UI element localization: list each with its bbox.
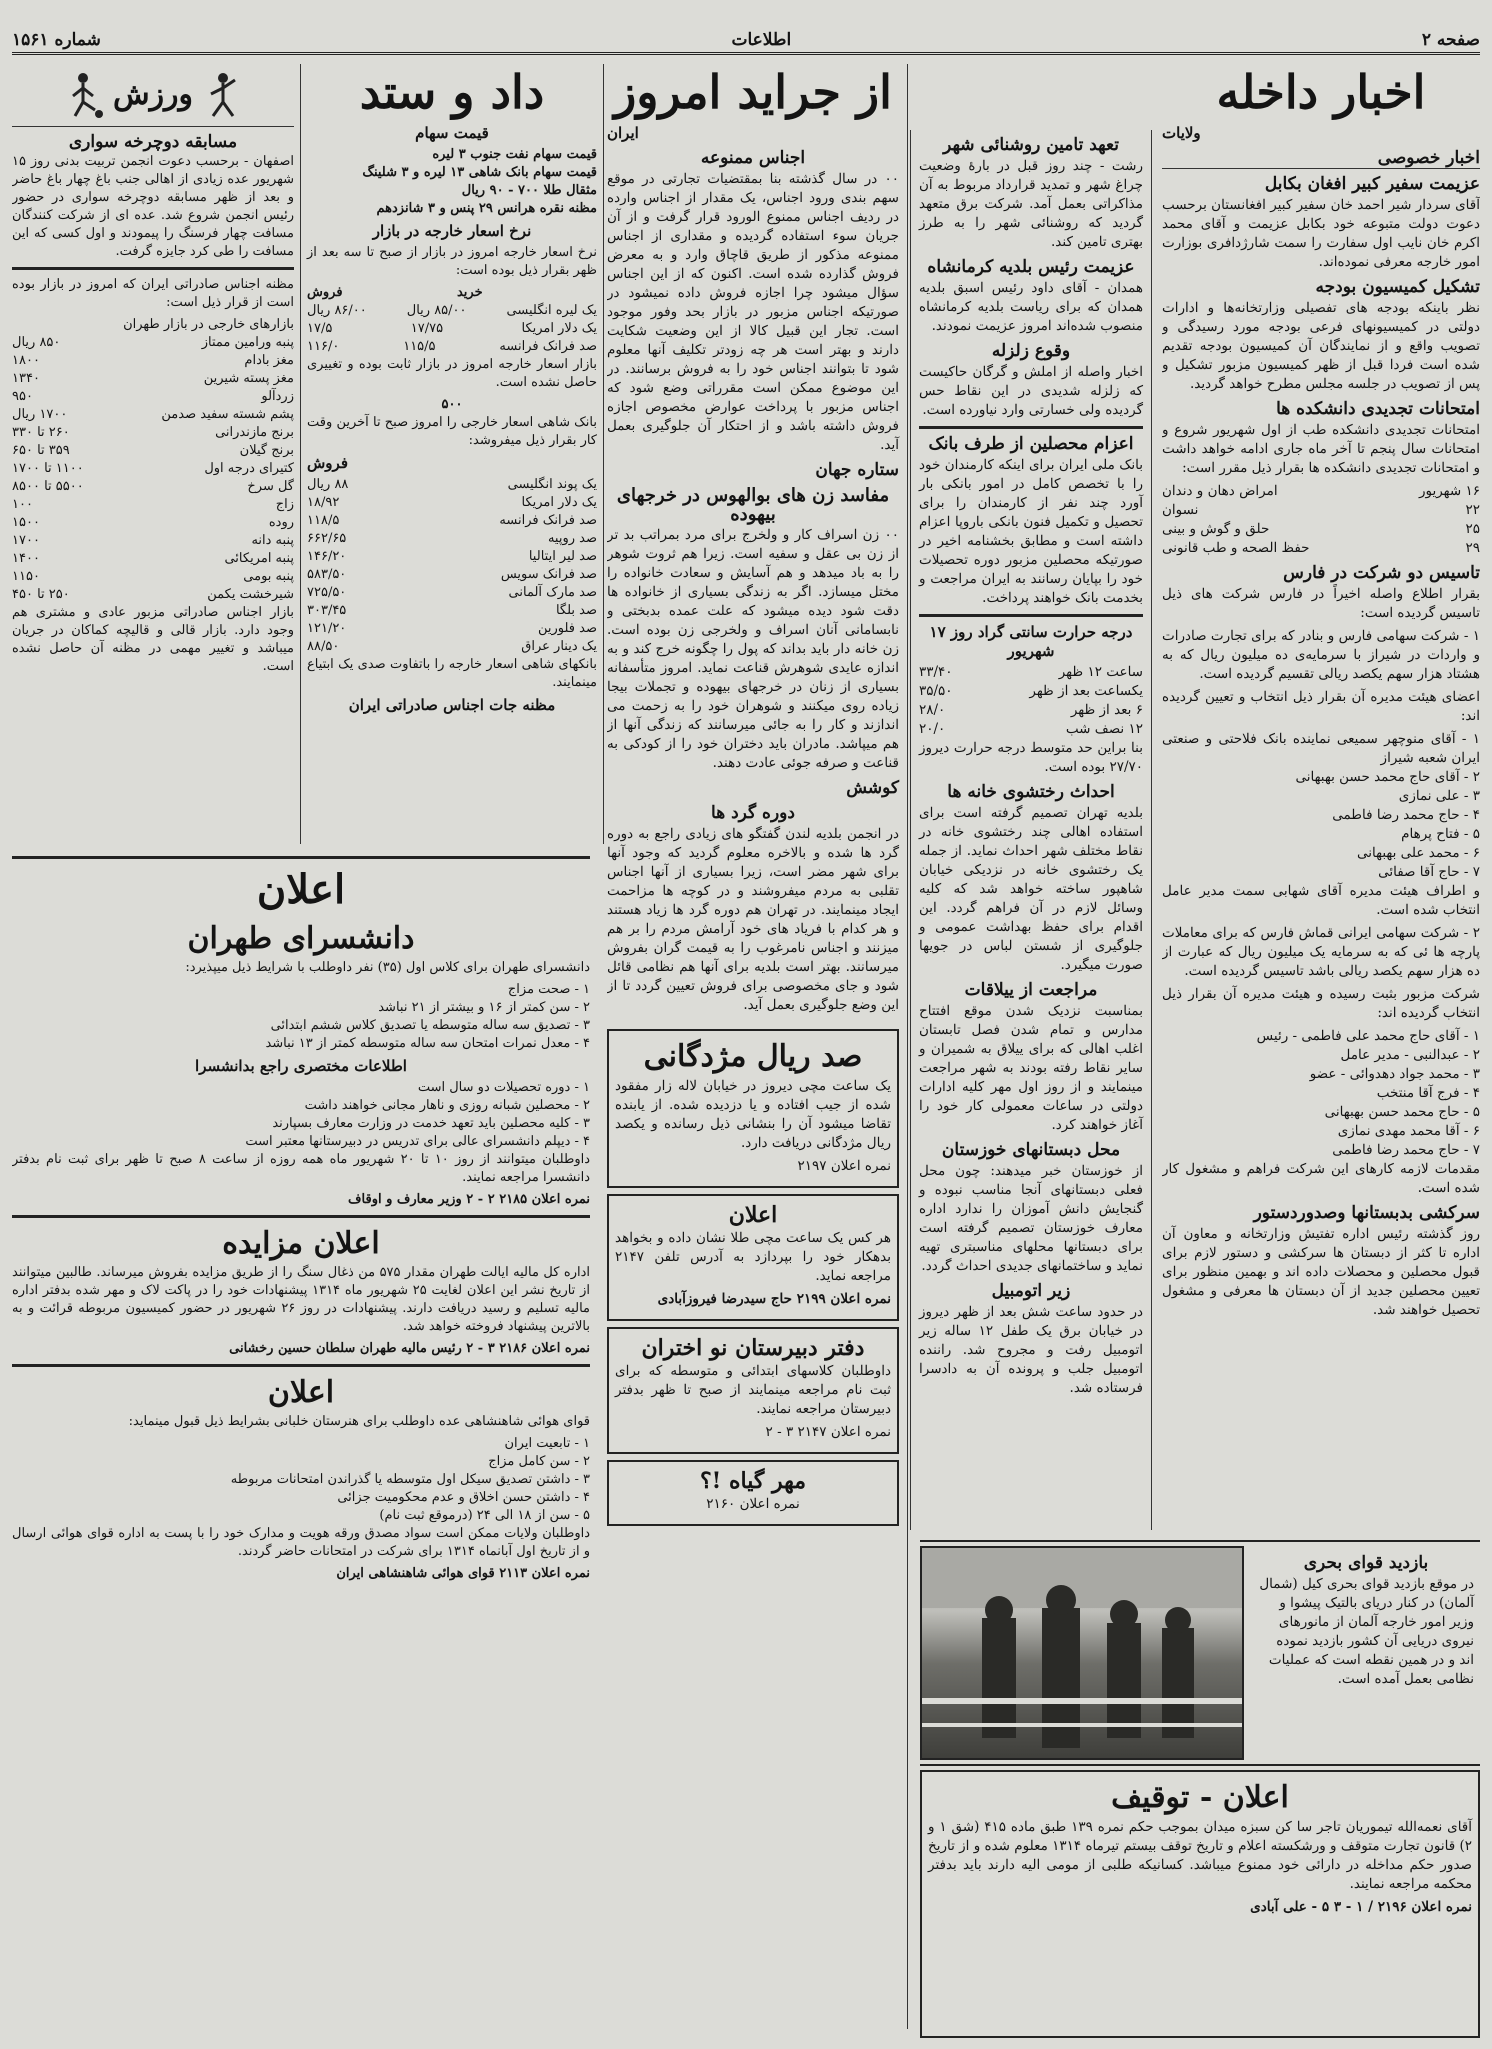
column-press-review bbox=[607, 64, 908, 2029]
list-item: ۷ - حاج محمد رضا فاطمی bbox=[1332, 1142, 1480, 1158]
list-item: ۱ - دوره تحصیلات دو سال است bbox=[417, 1080, 590, 1095]
article-text: شرکت مزبور بثبت رسیده و هیئت مدیره آن بقرار ذیل انتخاب گردیده اند: bbox=[1162, 986, 1480, 1021]
ad-footer: نمره اعلان ۲۱۸۶ ۳ - ۲ رئیس مالیه طهران سلطان حسین رخشانی bbox=[229, 1341, 590, 1356]
list-item: ۲ - عبدالنبی - مدیر عامل bbox=[1340, 1047, 1480, 1063]
subheading: مظنه جات اجناس صادراتی ایران bbox=[348, 696, 556, 714]
reward-title: صد ریال مژدگانی bbox=[643, 1039, 863, 1074]
ad-text: داوطلبان ولایات ممکن است سواد مصدق ورقه هویت و مدارک خود را با پست به اداره قوای هوائی ارسال و از تاریخ اول آبانماه ۱۳۱۴ برای شرکت در امتحانات حاضر گردند. bbox=[12, 1526, 590, 1559]
list-item: ۴ - فرج آقا منتخب bbox=[1376, 1085, 1480, 1101]
school-title: دفتر دبیرستان نو اختران bbox=[641, 1335, 865, 1361]
naval-inspection-photo bbox=[920, 1546, 1244, 1760]
article-text: مظنه اجناس صادراتی ایران که امروز در بازار بوده است از قرار ذیل است: bbox=[12, 277, 294, 310]
mehr-title: مهر گیاه !؟ bbox=[699, 1468, 807, 1494]
article-text: در حدود ساعت شش بعد از ظهر دیروز در خیابان برق یک طفل ۱۲ ساله زیر اتومبیل رفت و مجروح شد. راننده اتومبیل جلب و پرونده آن به دادسرا فرستاده شد. bbox=[919, 1304, 1143, 1396]
ad-title: اعلان bbox=[267, 1375, 335, 1410]
list-item: ۱ - صحت مزاج bbox=[507, 982, 590, 997]
headline: وقوع زلزله bbox=[991, 341, 1071, 361]
masthead bbox=[12, 28, 1480, 55]
football-player-icon bbox=[63, 70, 103, 120]
rate-row: یک دینار عراق ۸۸/۵۰ bbox=[307, 639, 597, 654]
article-text: و اطراف هیئت مدیره آقای شهابی سمت مدیر عامل انتخاب شده است. bbox=[1162, 883, 1480, 918]
temp-row: یکساعت بعد از ظهر ۳۵/۵۰ bbox=[919, 683, 1143, 699]
article-text: بانک ملی ایران برای اینکه کارمندان خود را با تخصص کامل در امور بانکی بار آورد چند نفر از کارمندان را برای تحصیل و تکمیل فنون بانکی باروپا اعزام داشته است و مطابق بخشنامه اخیر در صورتیکه محصلین مزبور دوره تحصیلات خود را بپایان رسانند به ایران مراجعت و بخدمت بانک خواهند پرداخت. bbox=[919, 457, 1143, 606]
headline: مفاسد زن های بوالهوس در خرجهای بیهوده bbox=[616, 485, 890, 525]
headline: محل دبستانهای خوزستان bbox=[941, 1140, 1121, 1160]
article-text: بازار اسعار خارجه امروز در بازار ثابت بوده و تغییری حاصل نشده است. bbox=[307, 357, 597, 390]
list-item: ۴ - معدل نمرات امتحان سه ساله متوسطه کمتر از ۱۳ نباشد bbox=[265, 1036, 590, 1051]
paper-title: اطلاعات bbox=[731, 30, 792, 50]
rate-row: صد فرانک سویس ۵۸۳/۵۰ bbox=[307, 567, 597, 582]
article-text: بانک شاهی اسعار خارجی را امروز صبح تا آخرین وقت کار بقرار ذیل میفروشد: bbox=[307, 415, 597, 448]
goods-row: زاج ۱۰۰ bbox=[12, 497, 294, 512]
bank-rates bbox=[307, 476, 597, 656]
headline: درجه حرارت سانتی گراد روز ۱۷ شهریور bbox=[929, 623, 1133, 660]
exam-table bbox=[1162, 482, 1480, 558]
photo-title: بازدید قوای بحری bbox=[1303, 1553, 1429, 1573]
sport-title: ورزش bbox=[112, 77, 194, 112]
ad-footer: نمره اعلان ۲۱۹۹ حاج سیدرضا فیروزآبادی bbox=[657, 1291, 891, 1307]
list-item: ۵ - فتاح پرهام bbox=[1401, 826, 1480, 842]
subheading: قیمت سهام bbox=[415, 124, 489, 142]
goods-row: روده ۱۵۰۰ bbox=[12, 515, 294, 530]
goods-row: پنبه ورامین ممتاز ۸۵۰ ریال bbox=[12, 335, 294, 350]
temp-row: ساعت ۱۲ ظهر ۳۳/۴۰ bbox=[919, 664, 1143, 680]
subheading: نرخ اسعار خارجه در بازار bbox=[372, 222, 532, 240]
article-text: بانکهای شاهی اسعار خارجه را باتفاوت صدی یک ابتیاع مینمایند. bbox=[307, 657, 597, 690]
ads-left bbox=[12, 850, 590, 2035]
reward-ad bbox=[607, 1029, 899, 1188]
rate-row: یک لیره انگلیسی ۸۵/۰۰ ریال ۸۶/۰۰ ریال bbox=[307, 303, 597, 318]
section-title: اخبار داخله bbox=[1216, 65, 1426, 119]
share-prices bbox=[307, 146, 597, 218]
page-number: صفحه ۲ bbox=[1421, 30, 1480, 50]
school-text: داوطلبان کلاسهای ابتدائی و متوسطه که برای ثبت نام مراجعه مینمایند از صبح تا ظهر بدفتر دبیرستان مراجعه نمایند. bbox=[615, 1363, 891, 1417]
list-item: ۴ - دیپلم دانشسرای عالی برای تدریس در دبیرستانها معتبر است bbox=[245, 1134, 590, 1149]
article-text: رشت - چند روز قبل در بارۀ وضعیت چراغ شهر و تمدید قرارداد مربوط به آن مذاکراتی بعمل آمد. شرکت برق متعهد گردید که روشنائی شهر را به طرز بهتری تامین کند. bbox=[919, 158, 1143, 250]
subheading: فروش bbox=[307, 454, 349, 472]
watch-ad bbox=[607, 1194, 899, 1321]
list-item: ۱ - آقای حاج محمد علی فاطمی - رئیس bbox=[1256, 1028, 1480, 1044]
ad-title: اعلان bbox=[256, 866, 346, 913]
rate-row: صد فرانک فرانسه ۱۱۸/۵ bbox=[307, 513, 597, 528]
notice-footer: نمره اعلان ۲۱۹۶ / ۱ - ۳ ۵ - علی آبادی bbox=[1250, 1899, 1472, 1915]
headline: اعزام محصلین از طرف بانک bbox=[928, 434, 1134, 454]
list-item: ۶ - آقا محمد مهدی نمازی bbox=[1337, 1123, 1480, 1139]
headline: مراجعت از ییلاقات bbox=[964, 980, 1098, 1000]
sport-banner bbox=[12, 64, 294, 127]
list-item: مظنه نقره هرانس ۲۹ پنس و ۳ شانزدهم bbox=[376, 201, 597, 216]
ad-text: دانشسرای طهران برای کلاس اول (۳۵) نفر داوطلب با شرایط ذیل میپذیرد: bbox=[185, 960, 590, 975]
article-text: نرخ اسعار خارجه امروز در بازار از صبح تا سه بعد از ظهر بقرار ذیل بوده است: bbox=[307, 245, 597, 278]
reward-text: یک ساعت مچی دیروز در خیابان لاله زار مفقود شده از جیب افتاده و یا دزدیده شده. از یابنده تقاضا میشود آن را بنشانی ذیل رسانده و یکصد ریال مژدگانی دریافت دارد. bbox=[615, 1078, 891, 1151]
exam-row: ۲۹ حفظ الصحه و طب قانونی bbox=[1162, 540, 1480, 556]
notice-title: اعلان - توقیف bbox=[1111, 1780, 1289, 1815]
exam-row: ۲۲ نسوان bbox=[1162, 502, 1480, 518]
list-item: ۳ - تصدیق سه ساله متوسطه یا تصدیق کلاس ششم ابتدائی bbox=[270, 1018, 590, 1033]
list-item: قیمت سهام نفت جنوب ۳ لیره bbox=[432, 147, 597, 162]
exam-row: ۲۵ حلق و گوش و بینی bbox=[1162, 521, 1480, 537]
list-item: ۳ - علی نمازی bbox=[1398, 788, 1480, 804]
ad-title: اعلان bbox=[728, 1202, 778, 1228]
section-subtitle: ایران bbox=[607, 124, 639, 142]
rate-row: یک دلار امریکا ۱۷/۷۵ ۱۷/۵ bbox=[307, 321, 597, 336]
headline: زیر اتومبیل bbox=[991, 1281, 1071, 1301]
list-item: ۴ - داشتن حسن اخلاق و عدم محکومیت جزائی bbox=[337, 1490, 590, 1505]
article-text: امتحانات تجدیدی دانشکده طب از اول شهریور شروع و امتحانات سال پنجم تا آخر ماه جاری ادامه خواهد داشت و امتحانات تجدیدی دانشکده ها بقرار ذیل مقرر است: bbox=[1162, 422, 1480, 476]
article-text: در انجمن بلدیه لندن گفتگو های زیادی راجع به دوره گرد ها شده و بالاخره معلوم گردید که وجود آنها برای شهر مضر است، زیرا بسیاری از آنها اجناس تقلبی به مردم میفروشند و در کوچه ها مزاحمت ایجاد مینمایند. در تهران هم دوره گرد ها زیاد هستند و هر کدام با فریاد های خود آرامش مردم را بر هم میزنند و اجناس نامرغوب را به قیمت گران بفروش میرسانند. بهتر است بلدیه برای آنها هم نظامی قائل شود و جای مخصوصی برای فروش تعیین گردد تا از این وضع جلوگیری بعمل آید. bbox=[607, 826, 899, 1013]
temperature-table bbox=[919, 663, 1143, 739]
article-text: بلدیه تهران تصمیم گرفته است برای استفاده اهالی چند رختشوی خانه در نقاط مختلف شهر احداث نماید. از جمله یک رختشوی خانه در نزدیکی خیابان شاهپور ساخته خواهد شد که کلیه وسائل لازم در آن فراهم گردد. این اقدام برای حفظ بهداشت عمومی و جلوگیری از شستن لباس در جویها صورت میگیرد. bbox=[919, 805, 1143, 973]
article-text: همدان - آقای داود رئیس اسبق بلدیه همدان که برای ریاست بلدیه کرمانشاه منصوب شده‌اند امروز عزیمت نمودند. bbox=[919, 280, 1143, 334]
goods-row: مغز پسته شیرین ۱۳۴۰ bbox=[12, 371, 294, 386]
goods-row: برنج گیلان ۳۵۹ تا ۶۵۰ bbox=[12, 443, 294, 458]
ad-text: اداره کل مالیه ایالت طهران مقدار ۵۷۵ من ذغال سنگ را از طریق مزایده بفروش میرساند. طالبین میتوانند از تاریخ نشر این اعلان لغایت ۲۵ شهریور ماه ۱۳۱۴ پیشنهادات خود را در پاکت لاک و مهر شده بدفتر اداره مالیه تسلیم و رسید دریافت دارند. پیشنهادات در روز ۲۶ شهریور در حضور کمیسیون مربوطه قرائت و به بالاترین پیشنهاد فروخته خواهد شد. bbox=[12, 1265, 590, 1334]
goods-row: مغز بادام ۱۸۰۰ bbox=[12, 353, 294, 368]
article-text: ۲ - شرکت سهامی ایرانی قماش فارس که برای معاملات پارچه ها ئی که به سرمایه یک میلیون ریال که عبارت از ده هزار سهم یکصد ریالی باشد تاسیس گردیده است. bbox=[1162, 925, 1480, 979]
article-text: نظر باینکه بودجه های تفصیلی وزارتخانه‌ها و ادارات دولتی در کمیسیونهای فرعی بودجه مورد رسیدگی و تصویب واقع و از نمایندگان آن کمیسیون بودجه تقدیم شده است فردا قبل از ظهر کمیسیون مزبور تشکیل و پس از تصویب در جلسه مجلس مطرح خواهد گردید. bbox=[1162, 300, 1480, 392]
headline: تعهد تامین روشنائی شهر bbox=[943, 135, 1119, 155]
article-text: بازار اجناس صادراتی مزبور عادی و مشتری هم وجود دارد. بازار قالی و قالیچه کماکان در جریان میباشد و تغییر مهمی در مظنه آن حاصل نشده است. bbox=[12, 605, 294, 674]
ad-footer: نمره اعلان ۲۱۸۵ ۲ - ۲ وزیر معارف و اوقاف bbox=[348, 1192, 590, 1207]
info-list bbox=[12, 1079, 590, 1151]
headline: عزیمت رئیس بلدیه کرمانشاه bbox=[927, 257, 1135, 277]
list-item: ۵ - سن از ۱۸ الی ۲۴ (درموقع ثبت نام) bbox=[379, 1508, 590, 1523]
rate-row: صد روپیه ۶۶۲/۶۵ bbox=[307, 531, 597, 546]
photo-caption: در موقع بازدید قوای بحری کیل (شمال آلمان) در کنار دریای بالتیک پیشوا و وزیر امور خارجه آلمان از مانورهای نیروی دریایی آن کشور بازدید نموده اند و در همین نقطه است که عملیات نظامی بعمل آمده است. bbox=[1259, 1576, 1474, 1687]
article-text: آقای سردار شیر احمد خان سفیر کبیر افغانستان برحسب دعوت دولت متبوعه خود بکابل عزیمت و آقای محمد اکرم خان نایب اول سفارت را سمت شارژدافری بوزارت امور خارجه معرفی نموده‌اند. bbox=[1162, 197, 1480, 270]
ad-text: هر کس یک ساعت مچی طلا نشان داده و بخواهد بدهکار خود را بپردازد به آدرس تلفن ۲۱۴۷ مراجعه نماید. bbox=[615, 1230, 891, 1284]
list-item: ۲ - آقای حاج محمد حسن بهبهانی bbox=[1295, 769, 1480, 785]
headline: امتحانات تجدیدی دانشکده ها bbox=[1276, 399, 1480, 419]
headline: مسابقه دوچرخه سواری bbox=[68, 132, 238, 152]
column-trade: داد و ستد قیمت سهام قیمت سهام نفت جنوب ۳ لیره قیمت سهام بانک شاهی ۱۳ لیره و ۳ شلینگ مثقال طلا ۷۰۰ - ۹۰ ریال مظنه نقره هرانس ۲۹ پنس و ۳ شانزدهم نرخ اسعار خارجه در بازار نرخ اسعار خارجه امروز در بازار از صبح تا سه بعد از ظهر بقرار ذیل بوده است: خرید فروش یک لیره انگلیسی ۸۵/۰۰ ریال ۸۶/۰۰ ریال یک دلار امریکا ۱۷/۷۵ ۱۷/۵ صد فرانک فرانسه ۱۱۵/۵ ۱۱۶/۰ بازار اسعار خارجه امروز در بازار ثابت بوده و تغییری حاصل نشده است. ۵۰۰ بانک شاهی اسعار خارجی را امروز صبح تا آخرین وقت کار بقرار ذیل میفروشد: فروش یک پوند انگلیسی ۸۸ ریال یک دلار امریکا ۱۸/۹۲ صد فرانک فرانسه ۱۱۸/۵ صد روپیه ۶۶۲/۶۵ صد لیر ایتالیا ۱۴۶/۲۰ صد فرانک سویس ۵۸۳/۵۰ صد مارک آلمانی ۷۲۵/۵۰ صد بلگا ۳۰۳/۴۵ صد فلورین ۱۲۱/۲۰ یک دینار عراق ۸۸/۵۰ بانکهای شاهی اسعار خارجه را باتفاوت صدی یک ابتیاع مینمایند. مظنه جات اجناس صادراتی ایران bbox=[300, 64, 604, 844]
rate-row: صد لیر ایتالیا ۱۴۶/۲۰ bbox=[307, 549, 597, 564]
notice-text: آقای نعمه‌الله تیموریان تاجر سا کن سبزه میدان بموجب حکم نمره ۱۳۹ طبق ماده ۴۱۵ (شق ۱ و ۲) قانون تجارت متوقف و ورشکسته اعلام و تاریخ توقف بیستم تیرماه ۱۳۱۴ معلوم شده و از تاریخ صدور حکم مداخله در دارائی خود ممنوع میباشد. کسانیکه طلبی از مومی الیه دارند باید بدفتر محکمه مراجعه نمایند. bbox=[928, 1819, 1473, 1892]
section-title: داد و ستد bbox=[359, 65, 545, 119]
rate-row: صد فلورین ۱۲۱/۲۰ bbox=[307, 621, 597, 636]
goods-row: پنبه بومی ۱۱۵۰ bbox=[12, 569, 294, 584]
list-item: ۲ - محصلین شبانه روزی و ناهار مجانی خواهند داشت bbox=[304, 1098, 590, 1113]
reward-footer: نمره اعلان ۲۱۹۷ bbox=[797, 1158, 891, 1174]
goods-row: گل سرخ ۵۵۰۰ تا ۸۵۰۰ bbox=[12, 479, 294, 494]
rate-row: یک دلار امریکا ۱۸/۹۲ bbox=[307, 495, 597, 510]
headline: اجناس ممنوعه bbox=[700, 148, 806, 168]
source-label: ستاره جهان bbox=[815, 460, 899, 480]
list-item: ۱ - تابعیت ایران bbox=[504, 1436, 590, 1451]
list-item: ۴ - حاج محمد رضا فاطمی bbox=[1332, 807, 1480, 823]
rate-row: صد بلگا ۳۰۳/۴۵ bbox=[307, 603, 597, 618]
article-text: ۰۰ زن اسراف کار و ولخرج برای مرد بمراتب بد تر از زن بی عقل و سفیه است. زیرا هم ثروت شوهر را به باد میدهد و هم آسایش و سعادت خانواده را مختل میسازد. اگر به زندگی بسیاری از خانواده ها دقت شود دیده میشود که علت عمده بدبختی و نابسامانی آنان اسراف و ولخرجی زن بوده است. زن خانه دار باید بداند که پول را چگونه خرج کند و به اندازه عایدی شوهرش قناعت نماید. امروز متأسفانه بسیاری از زنان در خرجهای بیهوده و تجملات بیجا زیاده روی میکنند و شوهران خود را به زحمت می اندازند و کار را به جائی میرسانند که زندگی آنها از هم میپاشد. مادران باید دختران خود را از کودکی به قناعت و صرفه جوئی عادت دهند. bbox=[607, 527, 899, 771]
photo-feature bbox=[920, 1540, 1480, 1766]
article-text: بمناسبت نزدیک شدن موقع افتتاح مدارس و تمام شدن فصل تابستان اغلب اهالی که برای ییلاق به شمیران و سایر نقاط رفته بودند به شهر مراجعت مینمایند و از روز اول مهر کلیه ادارات دولتی در ساعات معمولی کار خود را آغاز خواهند کرد. bbox=[919, 1003, 1143, 1133]
goods-row: شیرخشت یکمن ۲۵۰ تا ۴۵۰ bbox=[12, 587, 294, 602]
ad-title: اعلان مزایده bbox=[222, 1226, 380, 1261]
article-text: بقرار اطلاع واصله اخیراً در فارس شرکت های ذیل تاسیس گردیده است: bbox=[1162, 586, 1480, 621]
headline: دوره گرد ها bbox=[711, 803, 795, 823]
article-text: مقدمات لازمه کارهای این شرکت فراهم و مشغول کار شده است. bbox=[1162, 1161, 1480, 1196]
headline: تاسیس دو شرکت در فارس bbox=[1283, 563, 1480, 583]
article-text: روز گذشته رئیس اداره تفتیش وزارتخانه و معاون آن اداره تا کثر از دبستان ها سرکشی و دستور لازم برای قبول محصلین و محصلات داده اند و بهمین منظور برای تعیین محصلین جدید از آن دبستان ها معرفی و مشغول تحصیل خواهند شد. bbox=[1162, 1226, 1480, 1318]
column-provinces bbox=[910, 130, 1152, 1530]
rate-row: یک پوند انگلیسی ۸۸ ریال bbox=[307, 477, 597, 492]
rates-header: خرید فروش bbox=[307, 285, 483, 300]
goods-row: پنبه دانه ۱۷۰۰ bbox=[12, 533, 294, 548]
goods-row: کتیرای درجه اول ۱۱۰۰ تا ۱۷۰۰ bbox=[12, 461, 294, 476]
mehr-footer: نمره اعلان ۲۱۶۰ bbox=[706, 1496, 800, 1512]
list-item: ۶ - محمد علی بهبهانی bbox=[1356, 845, 1480, 861]
headline: سرکشی بدبستانها وصدوردستور bbox=[1253, 1203, 1480, 1223]
photo-text bbox=[1252, 1542, 1480, 1764]
list-item: قیمت سهام بانک شاهی ۱۳ لیره و ۳ شلینگ bbox=[362, 165, 597, 180]
list-item: ۳ - داشتن تصدیق سیکل اول متوسطه یا گذراندن امتحانات مربوطه bbox=[230, 1472, 590, 1487]
article-text: بنا براین حد متوسط درجه حرارت دیروز ۲۷/۷۰ بوده است. bbox=[919, 740, 1143, 775]
temp-row: ۱۲ نصف شب ۲۰/۰ bbox=[919, 721, 1143, 737]
headline: عزیمت سفیر کبیر افغان بکابل bbox=[1264, 174, 1480, 194]
headline: تشکیل کمیسیون بودجه bbox=[1315, 277, 1480, 297]
article-text: ۰۰ در سال گذشته بنا بمقتضیات تجارتی در موقع سهم بندی ورود اجناس، یک مقدار از اجناس وارده در ردیف اجناس ممنوع الورود قرار گرفت و از آن جریان سوء استفاده گردیده و مقداری از اجناس ممنوعه مذکور از طریق قاچاق وارد و به معرض فروش گذارده شده است. اکنون که از این اجناس سؤال میشود چرا اجازه فروش داده نمیشود در صورتیکه اجناس مزبور در بازار بحد وفور موجود است. تجار این قبیل کالا از این وضعیت شکایت دارند و بهتر است هر چه زودتر تکلیف آنها معلوم شود تا بتوانند اجناس خود را به فروش برسانند. در این موضوع ممکن است مقرراتی وضع شود که اجناس مزبور با پرداخت عوارض مخصوص اجازه فروش داشته باشد و از احتکار آن جلوگیری بعمل آید. bbox=[607, 171, 899, 453]
article-text: ۱ - شرکت سهامی فارس و بنادر که برای تجارت صادرات و واردات در شیراز با سرمایه‌ی ده میلیون ریال که به هشتاد هزار سهم یکصد ریالی تقسیم گردیده است. bbox=[1162, 628, 1480, 682]
school-ad bbox=[607, 1327, 899, 1454]
section-title: از جراید امروز bbox=[614, 65, 892, 119]
goods-row: پنبه امریکائی ۱۴۰۰ bbox=[12, 551, 294, 566]
issue-number: شماره ۱۵۶۱ bbox=[12, 30, 101, 50]
rate-row: صد فرانک فرانسه ۱۱۵/۵ ۱۱۶/۰ bbox=[307, 339, 597, 354]
article-text: اصفهان - برحسب دعوت انجمن تربیت بدنی روز ۱۵ شهریور عده زیادی از اهالی جنب باغ چهار باغ حاضر و بعد از ظهر مسابقه دوچرخه سواری در حضور رئیس انجمن شروع شد. عده ای از شرکت کنندگان مسافت چهار فرسنگ را پیمودند و اول کسی که این مسافت را طی کرد جایزه گرفت. bbox=[12, 154, 294, 259]
requirements-list bbox=[12, 1435, 590, 1525]
headline: احداث رختشوی خانه ها bbox=[947, 782, 1115, 802]
temp-row: ۶ بعد از ظهر ۲۸/۰ bbox=[919, 702, 1143, 718]
article-text: اعضای هیئت مدیره آن بقرار ذیل انتخاب و تعیین گردیده اند: bbox=[1162, 689, 1480, 724]
board-members-list bbox=[1162, 730, 1480, 882]
list-item: مثقال طلا ۷۰۰ - ۹۰ ریال bbox=[461, 183, 597, 198]
list-item: ۲ - سن کمتر از ۱۶ و بیشتر از ۲۱ نباشد bbox=[378, 1000, 590, 1015]
list-item: ۳ - کلیه محصلین باید تعهد خدمت در وزارت معارف بسپارند bbox=[272, 1116, 590, 1131]
school-footer: نمره اعلان ۲۱۴۷ ۳ - ۲ bbox=[765, 1424, 891, 1440]
seizure-notice bbox=[920, 1770, 1480, 2038]
requirements-list bbox=[12, 981, 590, 1053]
ad-footer: نمره اعلان ۲۱۱۳ قوای هوائی شاهنشاهی ایران bbox=[336, 1566, 590, 1581]
goods-table bbox=[12, 316, 294, 604]
rate-row: صد مارک آلمانی ۷۲۵/۵۰ bbox=[307, 585, 597, 600]
board-members-list bbox=[1162, 1027, 1480, 1160]
list-item: ۵ - حاج محمد حسن بهبهانی bbox=[1324, 1104, 1480, 1120]
mehr-giah-ad bbox=[607, 1460, 899, 1526]
exam-row: ۱۶ شهریور امراض دهان و دندان bbox=[1162, 483, 1480, 499]
subheading: اطلاعات مختصری راجع بدانشسرا bbox=[195, 1057, 407, 1075]
article-text: از خوزستان خبر میدهند: چون محل فعلی دبستانهای آنجا مناسب نبوده و گنجایش دانش آموزان را ندارد اداره معارف خوزستان تصمیم گرفته است برای دبستانها محلهای مناسبتری تهیه نماید و ساختمانهای جدیدی احداث گردد. bbox=[919, 1163, 1143, 1274]
list-item: ۱ - آقای منوچهر سمیعی نماینده بانک فلاحتی و صنعتی ایران شعبه شیراز bbox=[1162, 731, 1480, 766]
list-item: ۳ - محمد جواد دهدوائی - عضو bbox=[1309, 1066, 1480, 1082]
article-text: اخبار واصله از املش و گرگان حاکیست که زلزله شدیدی در این نقاط حس گردیده ولی خسارتی وارد نیاورده است. bbox=[919, 364, 1143, 418]
ad-text: قوای هوائی شاهنشاهی عده داوطلب برای هنرستان خلبانی بشرایط ذیل قبول مینماید: bbox=[128, 1414, 590, 1429]
ad-text: داوطلبان میتوانند از روز ۱۰ تا ۲۰ شهریور ماه همه روزه از ساعت ۸ صبح تا ظهر برای ثبت نام بدفتر دانشسرا مراجعه نمایند. bbox=[12, 1152, 590, 1185]
goods-row: برنج مازندرانی ۲۶۰ تا ۳۳۰ bbox=[12, 425, 294, 440]
source-label: کوشش bbox=[846, 778, 899, 798]
ad-subtitle: دانشسرای طهران bbox=[187, 921, 415, 956]
photo-illustration bbox=[922, 1548, 1242, 1758]
goods-row: بازارهای خارجی در بازار طهران bbox=[123, 317, 294, 332]
goods-row: پشم شسته سفید صدمن ۱۷۰۰ ریال bbox=[12, 407, 294, 422]
list-item: ۲ - سن کامل مزاج bbox=[488, 1454, 590, 1469]
list-item: ۷ - حاج آقا صفائی bbox=[1378, 864, 1480, 880]
special-news-head: اخبار خصوصی bbox=[1162, 149, 1480, 169]
tennis-player-icon bbox=[203, 70, 243, 120]
section-subtitle: ولایات bbox=[1162, 124, 1201, 142]
goods-row: زردآلو ۹۵۰ bbox=[12, 389, 294, 404]
